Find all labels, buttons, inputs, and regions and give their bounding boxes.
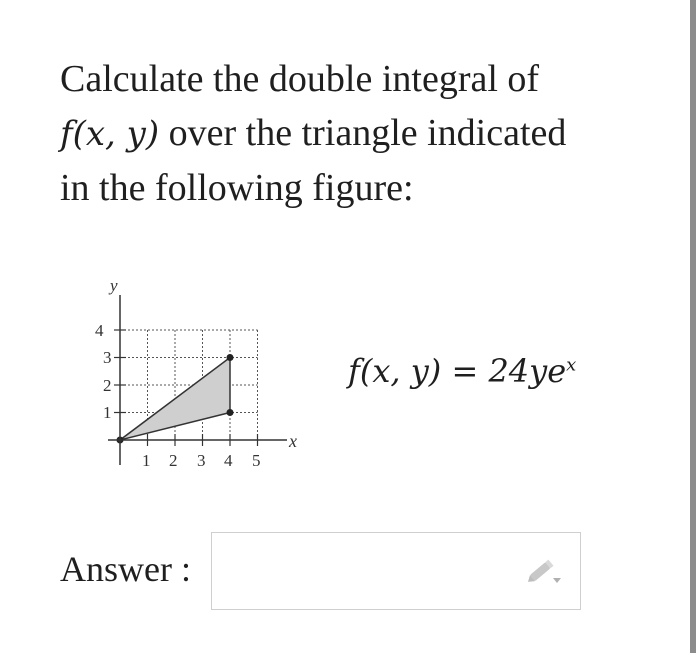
question-text	[60, 52, 620, 215]
pencil-icon[interactable]	[526, 557, 562, 587]
y-axis-label: y	[110, 276, 118, 295]
answer-input[interactable]	[212, 533, 526, 611]
x-axis-label: x	[289, 431, 297, 451]
triangle-figure	[82, 275, 322, 475]
function-notation: f(x, y)	[60, 114, 160, 154]
vertex-top	[227, 354, 234, 361]
answer-field[interactable]	[211, 532, 581, 610]
scrollbar-thumb[interactable]	[690, 0, 696, 653]
x-tick-1: 1	[142, 451, 151, 470]
scrollbar-track[interactable]	[686, 0, 700, 653]
y-tick-4: 4	[95, 321, 104, 340]
y-tick-2: 2	[103, 376, 112, 395]
formula-main: f(x, y) = 24ye	[348, 352, 567, 390]
function-formula	[348, 352, 576, 390]
question-line-2	[60, 106, 620, 161]
question-line-1: Calculate the double integral of	[60, 58, 540, 100]
y-tick-3: 3	[103, 348, 112, 367]
x-tick-4: 4	[224, 451, 233, 470]
y-tick-1: 1	[103, 403, 112, 422]
vertex-bottom	[227, 409, 234, 416]
formula-exponent: x	[566, 354, 577, 376]
x-tick-3: 3	[197, 451, 206, 470]
answer-label: Answer :	[60, 549, 191, 589]
question-line-2-text: over the triangle indicated	[159, 112, 567, 154]
x-tick-5: 5	[252, 451, 261, 470]
question-line-3: in the following figure:	[60, 167, 414, 209]
x-tick-2: 2	[169, 451, 178, 470]
